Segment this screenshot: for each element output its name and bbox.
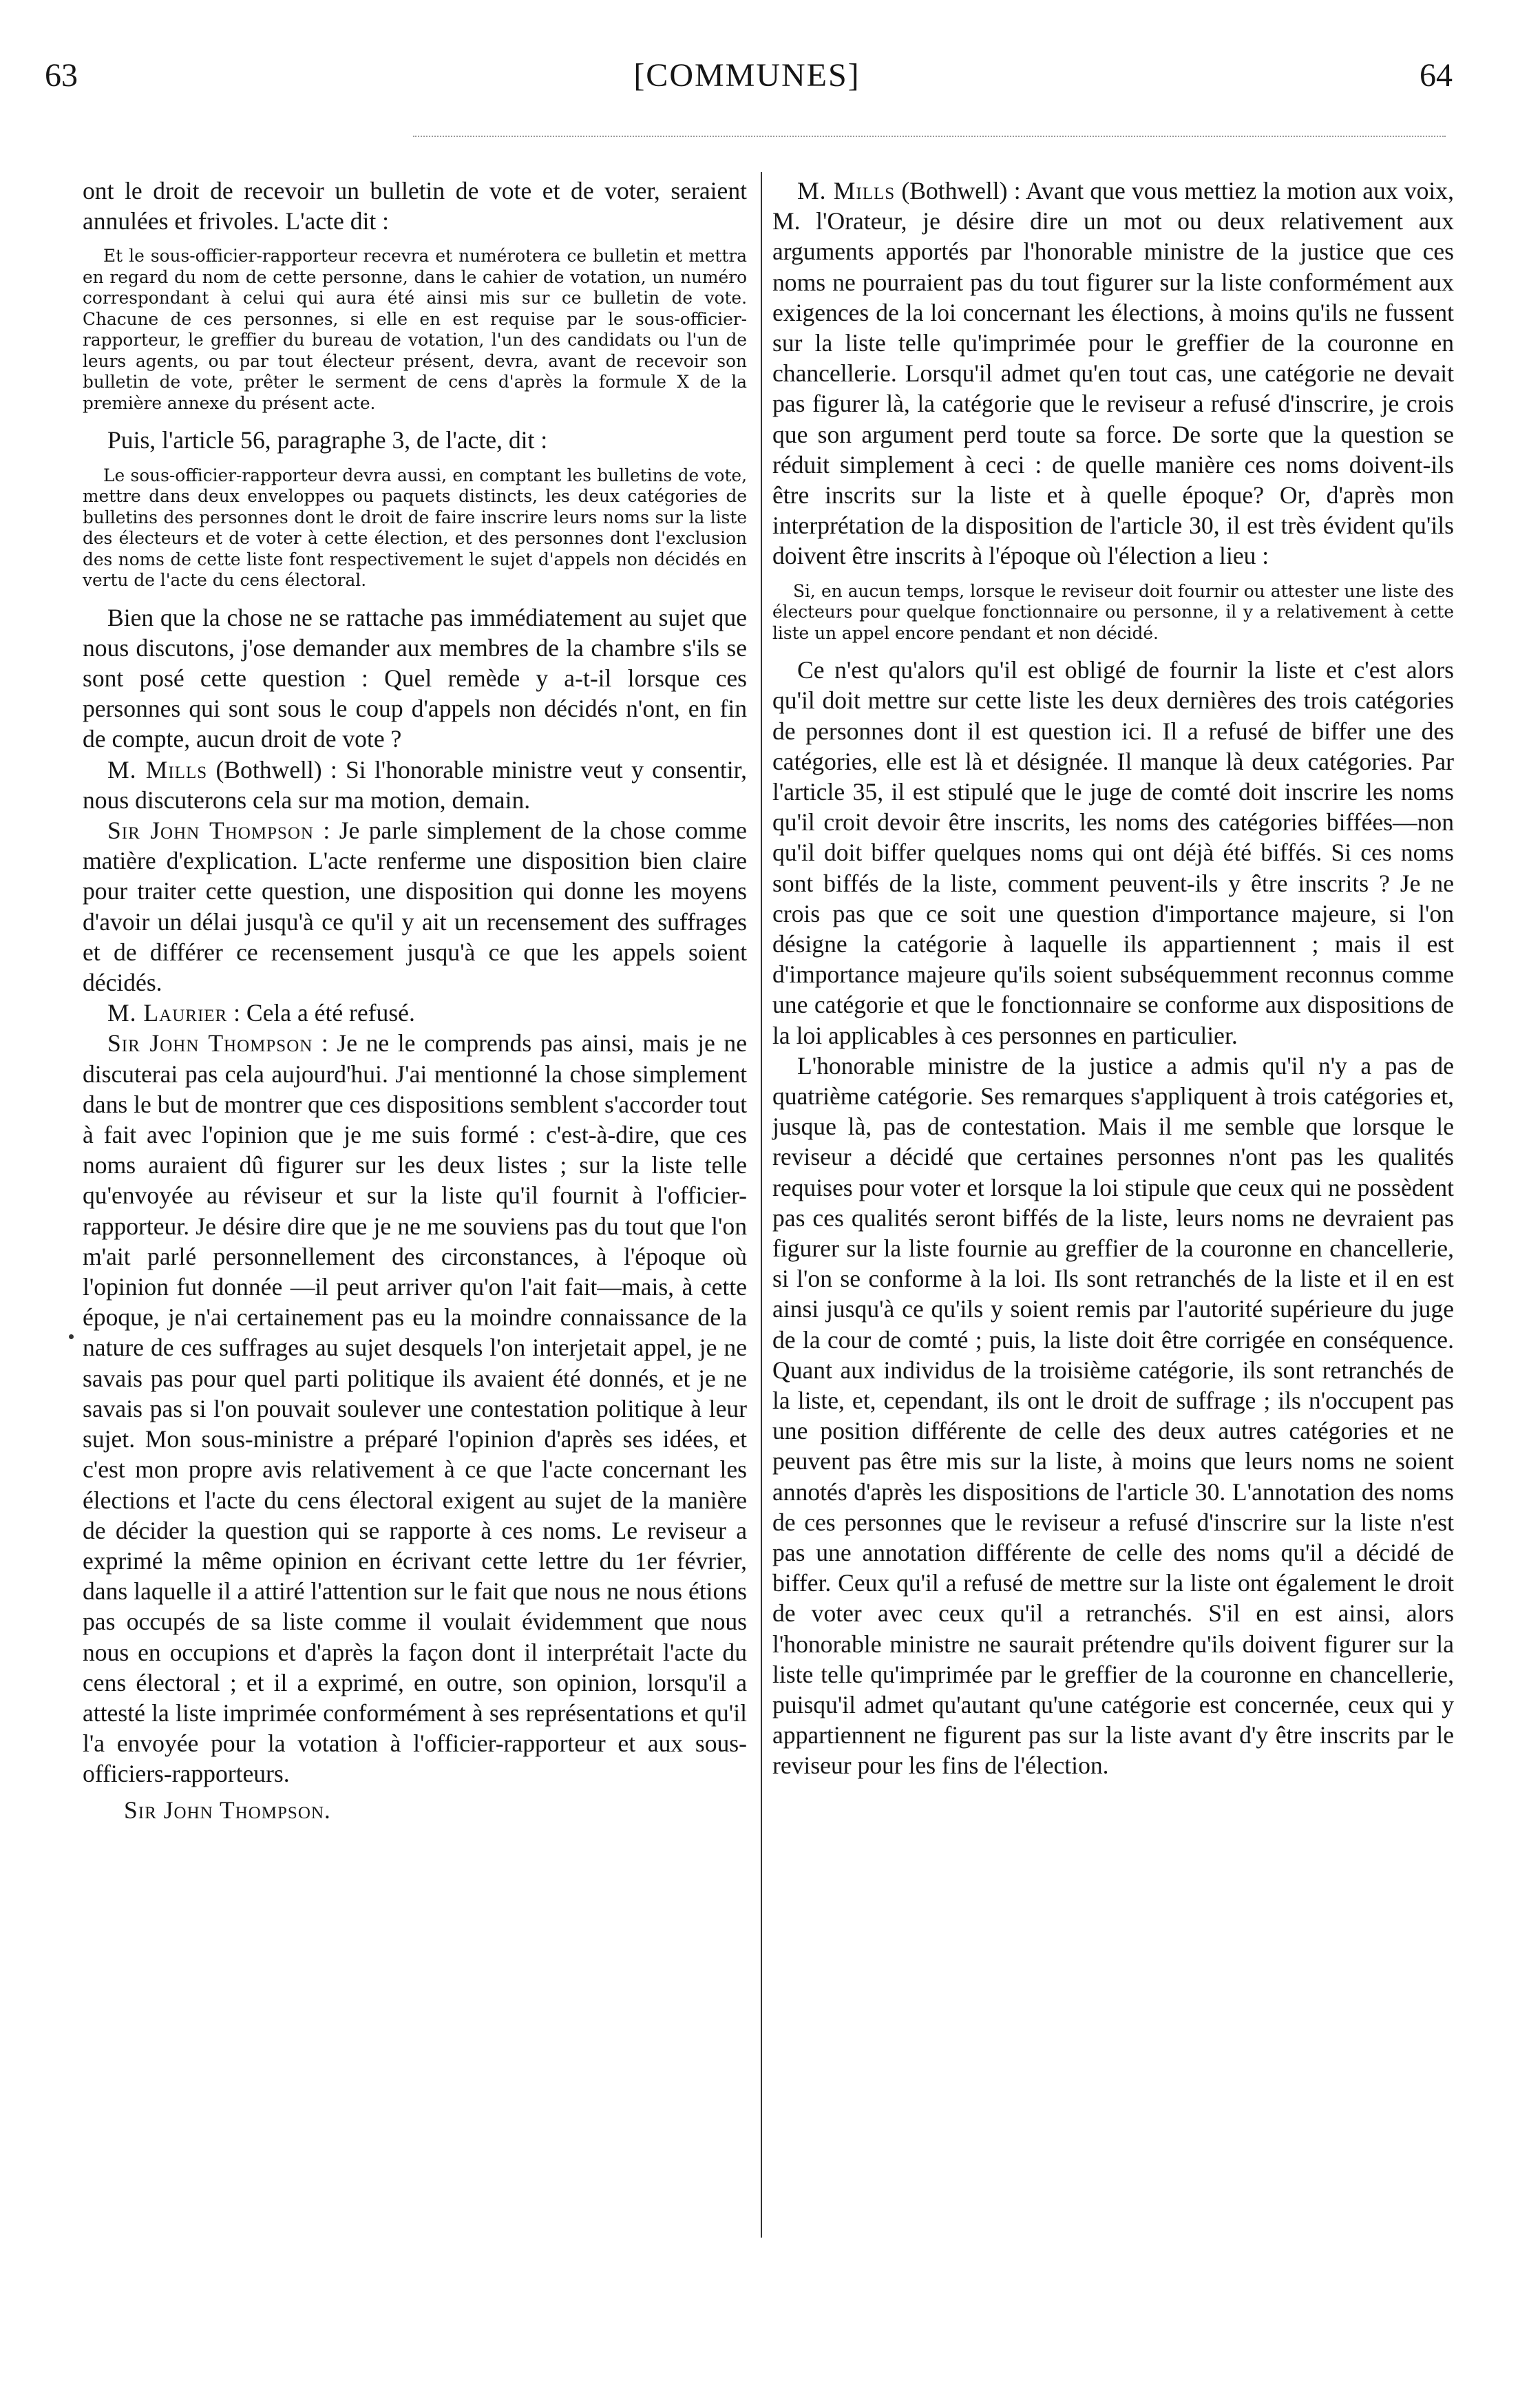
speaker-name: Sir John Thompson [107,817,314,845]
paragraph: Bien que la chose ne se rattache pas immédiatement au sujet que nous discutons, j'ose demander aux membres de la chambre s'ils se sont posé cette question : Quel remède y a-t-il lorsque ces personnes qui sont sous le coup d'appels non décidés n'ont, en fin de compte, aucun droit de vote ? [83,603,747,753]
running-head: [COMMUNES] [633,57,861,94]
speech-paragraph [83,815,747,998]
speech-paragraph [772,176,1454,571]
speaker-name: Sir John Thompson [107,1029,313,1058]
signature: Sir John Thompson. [124,1796,331,1824]
paragraph: ont le droit de recevoir un bulletin de vote et de voter, seraient annulées et frivoles. L'acte dit : [83,177,747,235]
speech-paragraph [83,998,747,1028]
speech-text: : Je parle simplement de la chose comme matière d'explication. L'acte renferme une disposition bien claire pour traiter cette question, une disposition qui donne les moyens d'avoir un délai jusqu'à ce qu'il y ait un recensement des suffrages et de différer ce recensement jusqu'à ce que les appels soient décidés. [83,817,747,997]
quotation: Si, en aucun temps, lorsque le reviseur doit fournir ou attester une liste des électeurs pour quelque fonctionnaire ou personne, il y a relativement à cette liste un appel encore pendant et non décidé. [772,580,1454,643]
paragraph: Puis, l'article 56, paragraphe 3, de l'acte, dit : [107,426,548,454]
speaker-name: M. Mills [107,755,208,784]
quotation: Le sous-officier-rapporteur devra aussi, en comptant les bulletins de vote, mettre dans deux enveloppes ou paquets distincts, les deux catégories de bulletins des personnes dont le droit de faire inscrire leurs noms sur la liste des électeurs et de voter à cette élection, et des personnes dont l'exclusion des noms de cette liste font respectivement le sujet d'appels non décidés en vertu de l'acte du cens électoral. [83,465,747,591]
page-number-right: 64 [1420,57,1453,94]
speech-paragraph [83,1028,747,1789]
speaker-name: M. Mills [797,177,896,204]
page-header [38,56,1456,105]
paragraph: L'honorable ministre de la justice a admis qu'il n'y a pas de quatrième catégorie. Ses remarques s'appliquent à trois catégories et, jusque là, pas de contestation. Mais il me semble que lorsque le reviseur a décidé que certaines personnes n'ont pas les qualités requises pour voter et lorsque la loi stipule que ceux qui ne possèdent pas ces qualités seront biffés de la liste, leurs noms ne devraient pas figurer sur la liste fournie au greffier de la couronne en chancellerie, si l'on se conforme à la loi. Ils sont retranchés de la liste et il en est ainsi jusqu'à ce qu'ils y soient remis par l'autorité supérieure du juge de la cour de comté ; puis, la liste doit être corrigée en conséquence. Quant aux individus de la troisième catégorie, ils sont retranchés de la liste, et, cependant, ils ont le droit de suffrage ; ils n'occupent pas une position différente de celle des deux autres catégories et ne peuvent pas être mis sur la liste, à moins que leurs noms ne soient annotés d'après les dispositions de l'article 30. L'annotation des noms de ces personnes que le reviseur a refusé d'inscrire sur la liste n'est pas une annotation différente de celle des noms qu'il a décidé de biffer. Ceux qu'il a refusé de mettre sur la liste ont également le droit de voter avec ceux qu'il a retranchés. S'il en est ainsi, alors l'honorable ministre ne saurait prétendre qu'ils doivent figurer sur la liste telle qu'imprimée par le greffier de la couronne en chancellerie, puisqu'il admet qu'autant qu'une catégorie est concernée, ceux qui y appartiennent ne figurent pas sur la liste avant d'y être inscrits par le reviseur pour les fins de l'élection. [772,1051,1454,1780]
speech-text: (Bothwell) : Avant que vous mettiez la motion aux voix, M. l'Orateur, je désire dire un mot ou deux relativement aux arguments apportés par l'honorable ministre de la justice que ces noms ne pourraient pas du tout figurer sur la liste conformément aux exigences de la loi concernant les élections, à moins qu'ils ne fussent sur la liste telle qu'imprimée pour le greffier de la couronne en chancellerie. Lorsqu'il admet qu'en tout cas, une catégorie ne devait pas figurer là, la catégorie que le reviseur a refusé d'inscrire, je crois que son argument perd toute sa force. De sorte que la question se réduit simplement à ceci : de quelle manière ces noms doivent-ils être inscrits sur la liste et à quelle époque? Or, d'après mon interprétation de la disposition de l'article 30, il est très évident qu'ils doivent être inscrits à l'époque où l'élection a lieu : [772,177,1454,570]
left-column [83,176,747,1825]
header-rule [413,136,1446,137]
speech-text: : Cela a été refusé. [233,999,415,1027]
speech-paragraph [83,755,747,815]
paragraph: Ce n'est qu'alors qu'il est obligé de fournir la liste et c'est alors qu'il doit mettre sur cette liste les deux dernières des trois catégories de personnes dont il est question ici. Il a refusé de biffer une des catégories, elle est là et désignée. Il manque là deux catégories. Par l'article 35, il est stipulé que le juge de comté doit inscrire les noms qu'il croit devoir être inscrits, les noms des catégories biffées—non qu'il doit biffer quelques noms qui ont déjà été biffés. Si ces noms sont biffés de la liste, comment peuvent-ils y être inscrits ? Je ne crois pas que ce soit une question d'importance majeure, si l'on désigne la catégorie à laquelle ils appartiennent ; mais il est d'importance majeure qu'ils soient subséquemment reconnus comme une catégorie et que le fonctionnaire se conforme aux dispositions de la loi applicables à ces personnes en particulier. [772,656,1454,1049]
speech-text: (Bothwell) : Si l'honorable ministre veut y consentir, nous discuterons cela sur ma motion, demain. [83,755,747,814]
quotation: Et le sous-officier-rapporteur recevra et numérotera ce bulletin et mettra en regard du nom de cette personne, dans le cahier de votation, un numéro correspondant à celui qui aura été ainsi mis sur ce bulletin de vote. Chacune de ces personnes, si elle en est requise par le sous-officier-rapporteur, le greffier du bureau de votation, l'un des candidats ou l'un de leurs agents, ou par tout électeur présent, devra, avant de recevoir son bulletin de vote, prêter le serment de cens d'après la formule X de la première annexe du présent acte. [83,246,747,413]
right-column [772,176,1454,1781]
column-divider [761,172,762,2238]
page-number-left: 63 [45,57,78,94]
speaker-name: M. Laurier [107,999,228,1027]
margin-mark [69,1334,74,1339]
speech-text: : Je ne le comprends pas ainsi, mais je ne discuterai pas cela aujourd'hui. J'ai mentionné la chose simplement dans le but de montrer que ces dispositions semblent s'accorder tout à fait avec l'opinion que je me suis formé : c'est-à-dire, que ces noms auraient dû figurer sur les deux listes ; sur la liste telle qu'envoyée au réviseur et sur la liste qu'il fournit à l'officier-rapporteur. Je désire dire que je ne me souviens pas du tout que l'on m'ait parlé personnellement des circonstances, à l'époque où l'opinion fut donnée —il peut arriver qu'on l'ait fait—mais, à cette époque, je n'ai certainement pas eu la moindre connaissance de la nature de ces suffrages au sujet desquels l'on interjetait appel, je ne savais pas pour quel parti politique ils avaient été donnés, et je ne savais pas si l'on pouvait soulever une contestation politique à leur sujet. Mon sous-ministre a préparé l'opinion d'après ses idées, et c'est mon propre avis relativement à ce que l'acte concernant les élections et l'acte du cens électoral exigent au sujet de la manière de décider la question qui se rapporte à ces noms. Le reviseur a exprimé la même opinion en écrivant cette lettre du 1er février, dans laquelle il a attiré l'attention sur le fait que nous ne nous étions pas occupés de sa liste comme il voulait évidemment que nous nous en occupions et d'après la façon dont il interprétait l'acte du cens électoral ; et il a exprimé, en outre, son opinion, lorsqu'il a attesté la liste imprimée conformément à ses représentations et qu'il l'a envoyée pour la votation à l'officier-rapporteur et aux sous-officiers-rapporteurs. [83,1029,747,1788]
